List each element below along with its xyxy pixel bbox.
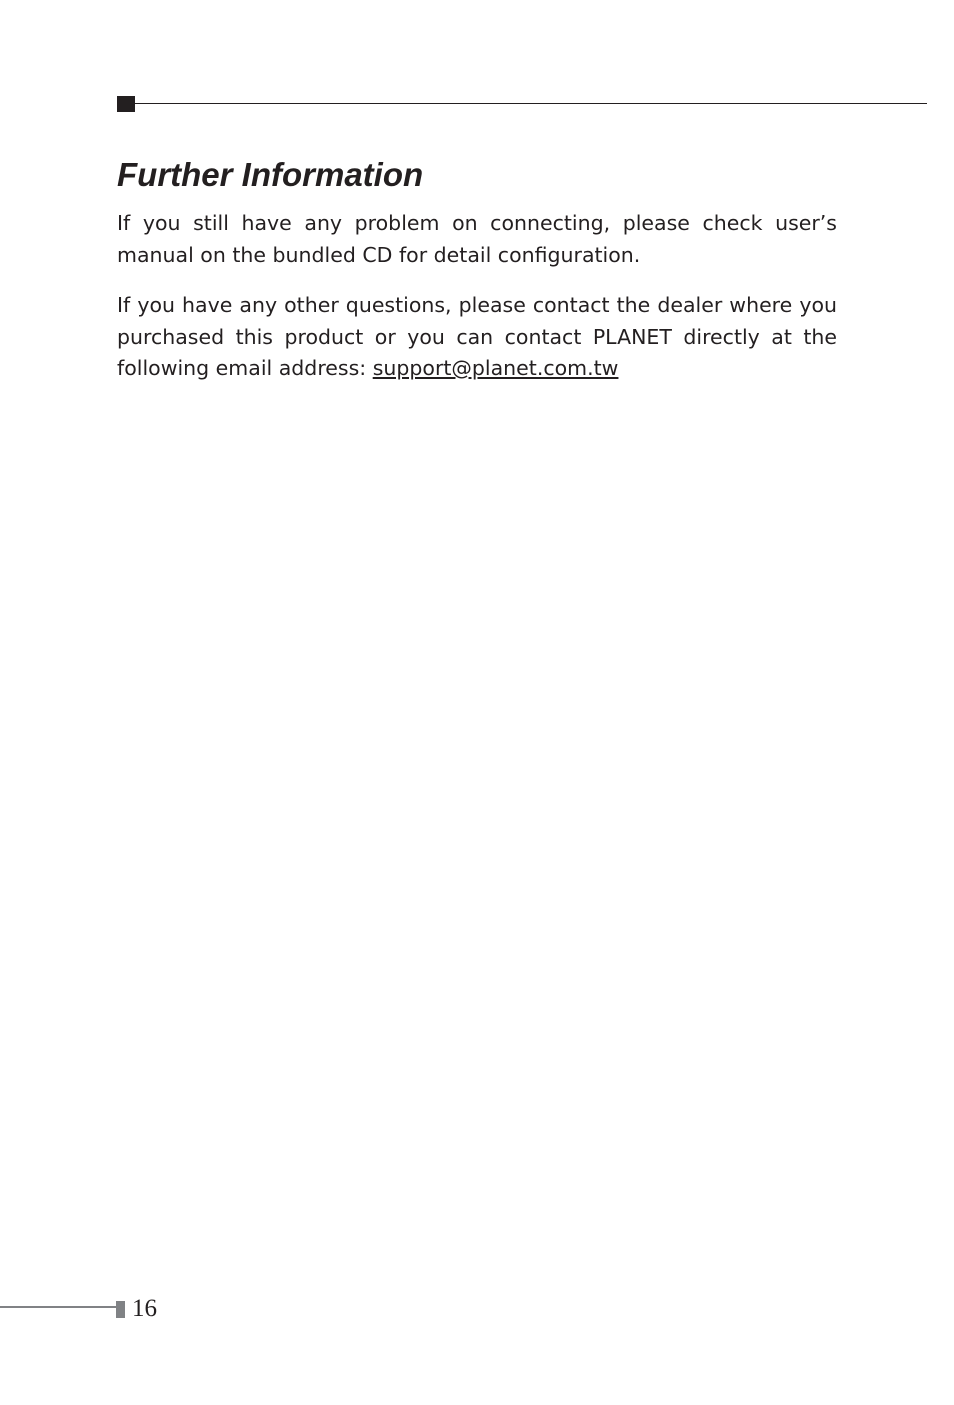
paragraph-manual-reference (117, 208, 837, 271)
header-square-marker (117, 96, 135, 112)
section-title: Further Information (117, 156, 424, 193)
footer-rule (0, 1306, 116, 1308)
header-rule (135, 103, 927, 104)
footer-marker (116, 1301, 125, 1318)
paragraph-contact-info (117, 290, 837, 385)
paragraph-manual-reference-text: If you still have any problem on connecting, please check user’s manual on the bundled CD for detail configuration. (117, 211, 837, 267)
page-number: 16 (132, 1295, 157, 1322)
support-email-link[interactable]: support@planet.com.tw (372, 356, 619, 380)
paragraph-contact-info-text: If you have any other questions, please contact the dealer where you purchased this product or you can contact PLANET directly at the following email address: (117, 293, 837, 380)
